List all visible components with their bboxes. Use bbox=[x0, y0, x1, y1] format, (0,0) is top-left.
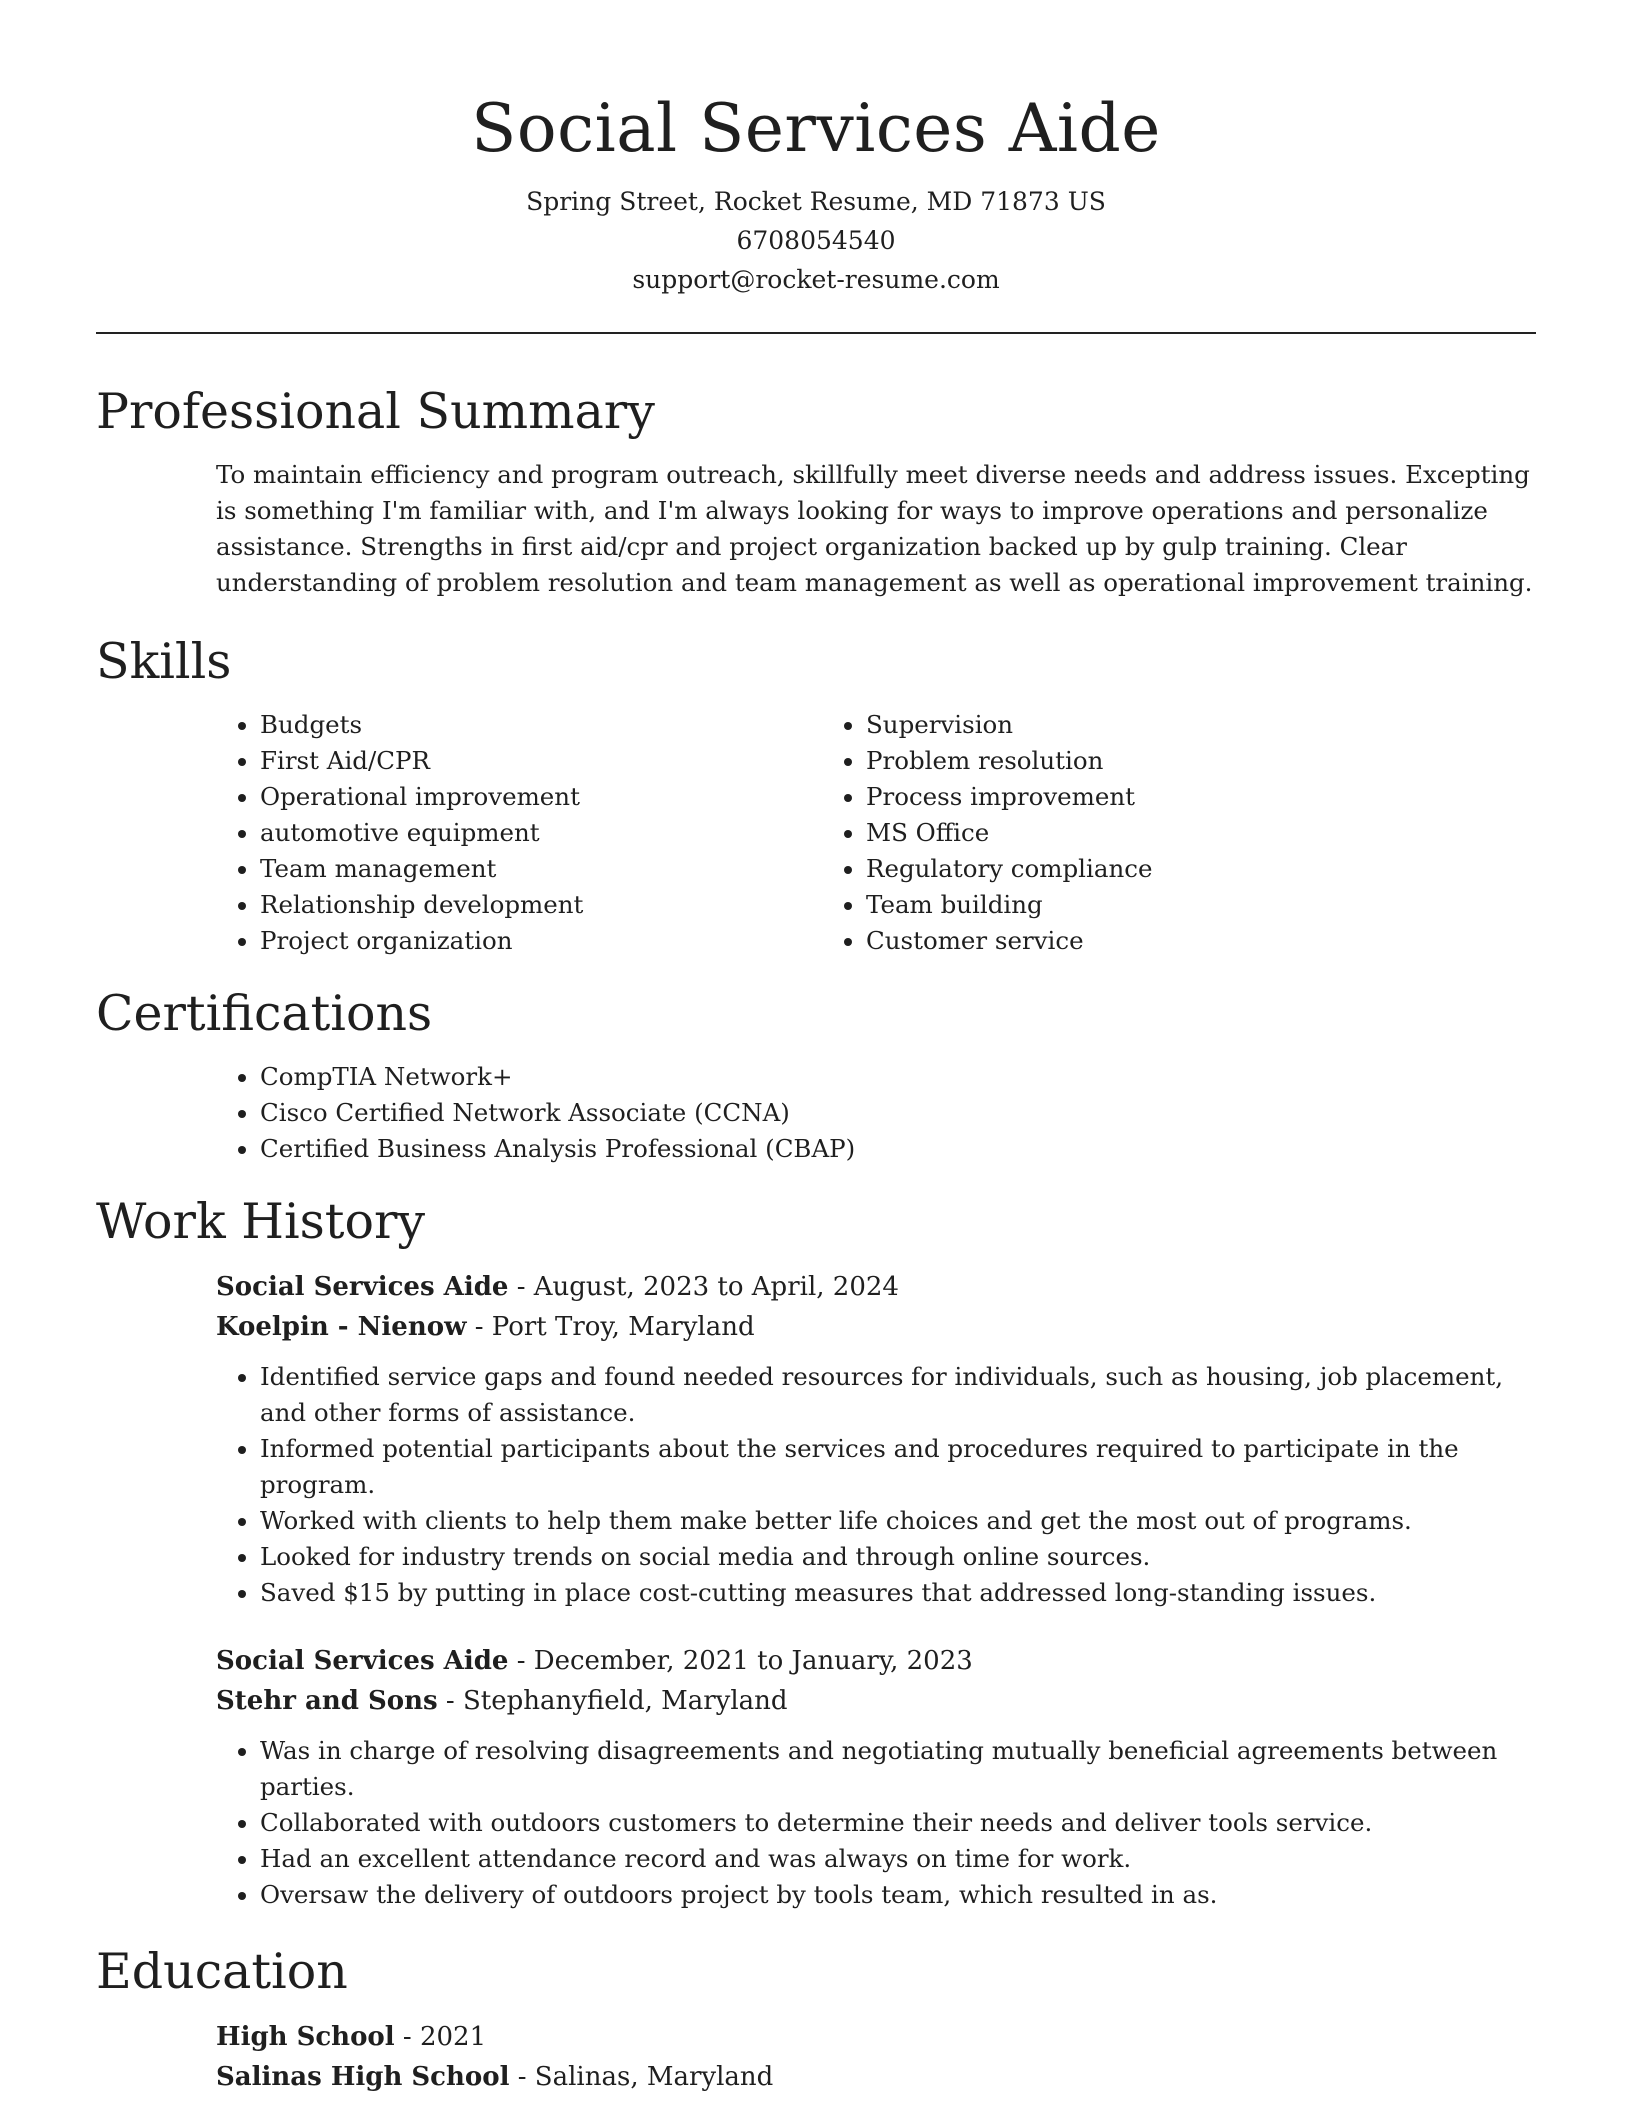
skill-item: • Team building bbox=[866, 887, 1428, 923]
job-role-line bbox=[216, 1641, 1536, 1681]
skill-item: • MS Office bbox=[866, 815, 1428, 851]
job-bullet: • Oversaw the delivery of outdoors project by tools team, which resulted in as. bbox=[260, 1877, 1536, 1913]
skill-item: • Operational improvement bbox=[260, 779, 822, 815]
certification-item: • CompTIA Network+ bbox=[260, 1059, 1536, 1095]
job-bullet: • Worked with clients to help them make better life choices and get the most out of programs. bbox=[260, 1503, 1536, 1539]
job-bullet: • Was in charge of resolving disagreements and negotiating mutually beneficial agreements between parties. bbox=[260, 1733, 1536, 1805]
job-bullet: • Saved $15 by putting in place cost-cutting measures that addressed long-standing issues. bbox=[260, 1575, 1536, 1611]
job-bullets bbox=[216, 1733, 1536, 1913]
job-bullet: • Collaborated with outdoors customers to determine their needs and deliver tools service. bbox=[260, 1805, 1536, 1841]
certification-item: • Cisco Certified Network Associate (CCNA) bbox=[260, 1095, 1536, 1131]
skill-item: • First Aid/CPR bbox=[260, 743, 822, 779]
skills-section bbox=[96, 629, 1536, 959]
certification-item: • Certified Business Analysis Professional (CBAP) bbox=[260, 1131, 1536, 1167]
skill-item: • Budgets bbox=[260, 707, 822, 743]
job-bullet: • Had an excellent attendance record and was always on time for work. bbox=[260, 1841, 1536, 1877]
education-school: Salinas High School bbox=[216, 2062, 510, 2092]
education-section bbox=[96, 1939, 1536, 2097]
address: Spring Street, Rocket Resume, MD 71873 US bbox=[526, 187, 1106, 216]
job-company: Stehr and Sons bbox=[216, 1686, 438, 1716]
phone: 6708054540 bbox=[736, 226, 896, 255]
job-dates: - August, 2023 to April, 2024 bbox=[508, 1272, 899, 1302]
resume-page bbox=[96, 0, 1536, 2097]
job-bullet: • Identified service gaps and found needed resources for individuals, such as housing, job placement, and other forms of assistance. bbox=[260, 1359, 1536, 1431]
skills-columns bbox=[216, 707, 1536, 959]
candidate-name: Social Services Aide bbox=[471, 90, 1161, 167]
job-entry bbox=[216, 1267, 1536, 1611]
email: support@rocket-resume.com bbox=[632, 265, 1000, 294]
skill-item: • Customer service bbox=[866, 923, 1428, 959]
education-year: - 2021 bbox=[394, 2022, 487, 2052]
certifications-section bbox=[96, 981, 1536, 1167]
certifications-title: Certifications bbox=[96, 985, 433, 1042]
job-bullets bbox=[216, 1359, 1536, 1611]
job-location: - Port Troy, Maryland bbox=[466, 1312, 755, 1342]
skill-item: • Team management bbox=[260, 851, 822, 887]
education-degree: High School bbox=[216, 2022, 395, 2052]
education-degree-line bbox=[216, 2017, 1536, 2057]
resume-header bbox=[96, 0, 1536, 299]
skill-item: • Regulatory compliance bbox=[866, 851, 1428, 887]
education-entry bbox=[216, 2017, 1536, 2097]
job-bullet: • Informed potential participants about the services and procedures required to participate in the program. bbox=[260, 1431, 1536, 1503]
job-company-line bbox=[216, 1307, 1536, 1347]
skills-left-list bbox=[216, 707, 822, 959]
skills-title: Skills bbox=[96, 633, 232, 690]
skill-item: • Process improvement bbox=[866, 779, 1428, 815]
certifications-list bbox=[216, 1059, 1536, 1167]
skill-item: • Problem resolution bbox=[866, 743, 1428, 779]
job-location: - Stephanyfield, Maryland bbox=[437, 1686, 788, 1716]
work-history-section bbox=[96, 1189, 1536, 1913]
work-history-title: Work History bbox=[96, 1193, 426, 1250]
summary-text: To maintain efficiency and program outreach, skillfully meet diverse needs and address issues. Excepting is something I'm familiar with, and I'm always looking for ways to improve operations and personalize assistance. Strengths in first aid/cpr and project organization backed up by gulp training. Clear understanding of problem resolution and team management as well as operational improvement training. bbox=[216, 460, 1533, 597]
job-entry bbox=[216, 1641, 1536, 1913]
skill-item: • Relationship development bbox=[260, 887, 822, 923]
job-role-line bbox=[216, 1267, 1536, 1307]
summary-section bbox=[96, 379, 1536, 601]
job-role: Social Services Aide bbox=[216, 1272, 509, 1302]
education-school-line bbox=[216, 2057, 1536, 2097]
skill-item: • automotive equipment bbox=[260, 815, 822, 851]
job-company: Koelpin - Nienow bbox=[216, 1312, 467, 1342]
job-company-line bbox=[216, 1681, 1536, 1721]
skill-item: • Supervision bbox=[866, 707, 1428, 743]
skill-item: • Project organization bbox=[260, 923, 822, 959]
job-dates: - December, 2021 to January, 2023 bbox=[508, 1646, 973, 1676]
summary-title: Professional Summary bbox=[96, 383, 655, 440]
contact-info bbox=[96, 182, 1536, 299]
job-bullet: • Looked for industry trends on social media and through online sources. bbox=[260, 1539, 1536, 1575]
skills-right-list bbox=[822, 707, 1428, 959]
education-title: Education bbox=[96, 1943, 348, 2000]
education-location: - Salinas, Maryland bbox=[509, 2062, 774, 2092]
header-divider bbox=[96, 332, 1536, 334]
job-role: Social Services Aide bbox=[216, 1646, 509, 1676]
